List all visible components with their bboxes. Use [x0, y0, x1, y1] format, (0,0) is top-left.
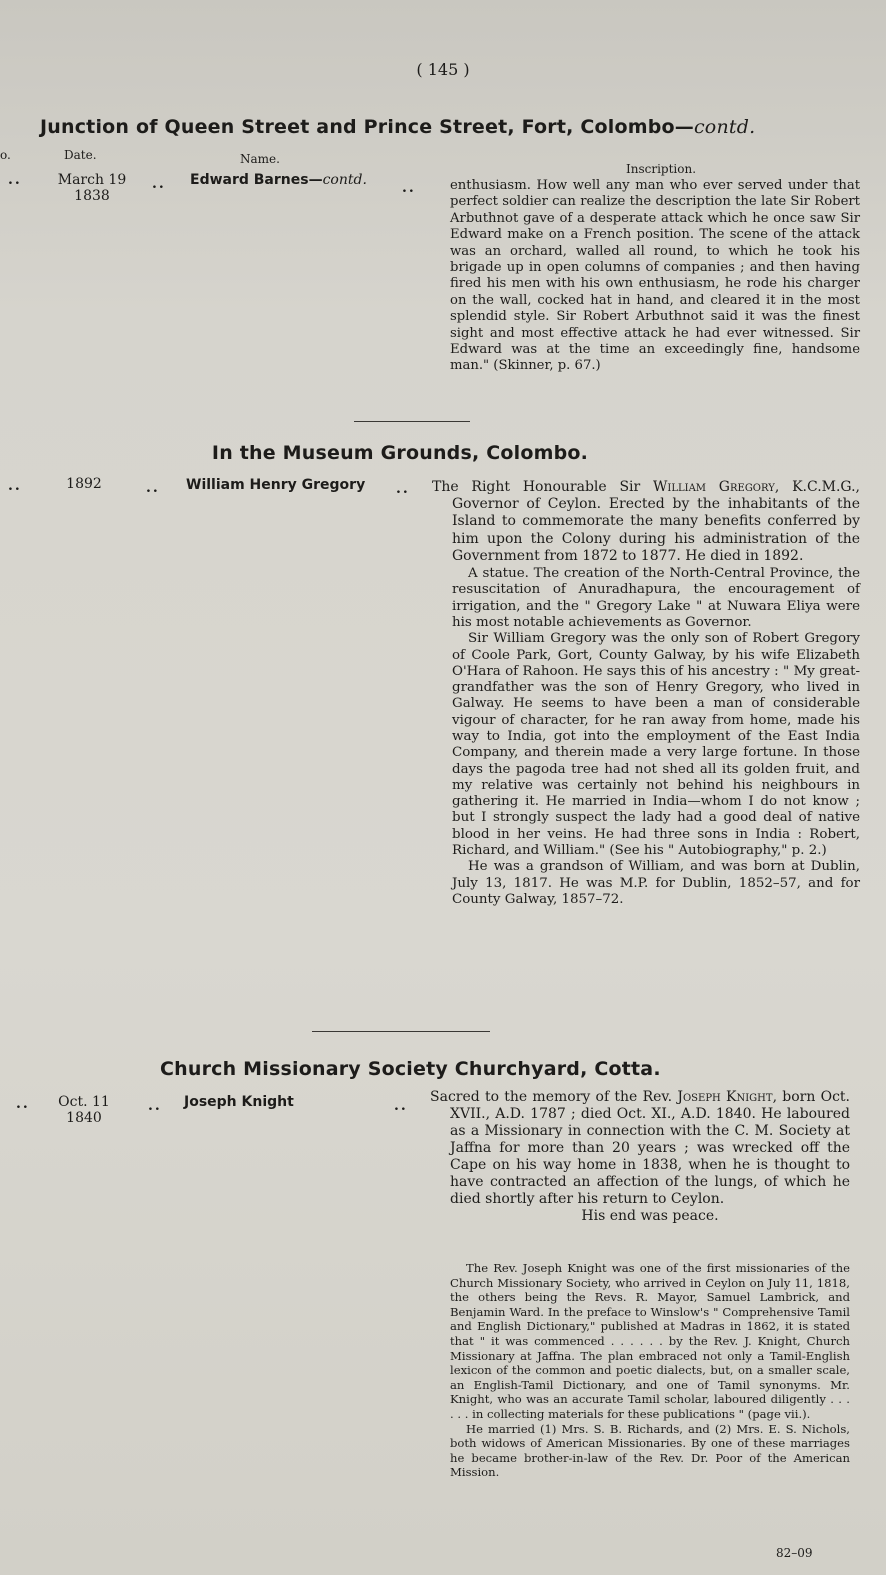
- inscription-text: The Right Honourable Sir: [432, 479, 653, 495]
- column-header-name: Name.: [240, 152, 280, 166]
- leader-dots: ..: [146, 480, 160, 496]
- section-divider: [312, 1031, 490, 1032]
- inscription-block: [430, 1089, 850, 1225]
- inscription-paragraph: [432, 479, 860, 565]
- leader-dots: ..: [8, 478, 22, 494]
- page-number: ( 145 ): [416, 60, 470, 79]
- heading-contd: contd.: [693, 116, 756, 138]
- date-line: Oct. 11: [58, 1094, 110, 1110]
- section-heading-museum: In the Museum Grounds, Colombo.: [211, 442, 589, 464]
- notes: [432, 566, 860, 908]
- inscription-name: Joseph Knight: [677, 1089, 773, 1105]
- inscription-paragraph: [430, 1089, 850, 1208]
- note-paragraph: He married (1) Mrs. S. B. Richards, and (2) Mrs. E. S. Nichols, both widows of American Missionaries. By one of these marriages he became brother-in-law of the Rev. Dr. Poor of the American Mission.: [450, 1421, 850, 1480]
- note-paragraph: A statue. The creation of the North-Central Province, the resuscitation of Anuradhapura, the encouragement of irrigation, and the " Gregory Lake " at Nuwara Eliya were his most notable achievements as Governor.: [452, 566, 860, 630]
- notes: [450, 1261, 850, 1480]
- printer-signature: 82–09: [776, 1546, 813, 1560]
- inscription-text: enthusiasm. How well any man who ever served under that perfect soldier can realize the description the late Sir Robert Arbuthnot gave of a desperate attack which he once saw Sir Edward make on a French position. The scene of the attack was an orchard, walled all round, to which he took his brigade up in open columns of companies ; and then having fired his men with his own enthusiasm, he rode his charger on the wall, cocked hat in hand, and cleared it in the most splendid style. Sir Robert Arbuthnot said it was the finest sight and most effective attack he had ever witnessed. Sir Edward was at the time an exceedingly fine, handsome man." (Skinner, p. 67.): [450, 178, 860, 374]
- leader-dots: ..: [148, 1098, 162, 1114]
- note-paragraph: He was a grandson of William, and was born at Dublin, July 13, 1817. He was M.P. for Dublin, 1852–57, and for County Galway, 1857–72.: [452, 859, 860, 907]
- leader-dots: ..: [16, 1096, 30, 1112]
- name-contd: contd.: [322, 172, 367, 188]
- inscription-closing: His end was peace.: [581, 1208, 719, 1224]
- entry-date: 1892: [66, 476, 102, 492]
- leader-dots: ..: [402, 180, 416, 196]
- leader-dots: ..: [8, 172, 22, 188]
- column-header-inscription: Inscription.: [626, 162, 697, 176]
- section-heading-cotta: Church Missionary Society Churchyard, Cotta.: [160, 1058, 661, 1080]
- date-year: 1840: [66, 1110, 102, 1126]
- inscription-text: Sacred to the memory of the Rev.: [430, 1089, 678, 1105]
- inscription-text: , born Oct. XVII., A.D. 1787 ; died Oct. XI., A.D. 1840. He laboured as a Missionary in connection with the C. M. Society at Jaffna for more than 20 years ; was wrecked off the Cape on his way home in 1838, when he is thought to have contracted an affection of the lungs, of which he died shortly after his return to Ceylon.: [450, 1089, 850, 1207]
- section-divider: [354, 421, 470, 422]
- entry-date: [44, 1094, 124, 1126]
- note-paragraph: The Rev. Joseph Knight was one of the first missionaries of the Church Missionary Society, who arrived in Ceylon on July 11, 1818, the others being the Revs. R. Mayor, Samuel Lambrick, and Benjamin Ward. In the preface to Winslow's " Comprehensive Tamil and English Dictionary," published at Madras in 1862, it is stated that " it was commenced . . . . . . by the Rev. J. Knight, Church Missionary at Jaffna. The plan embraced not only a Tamil-English lexicon of the common and poetic dialects, but, on a smaller scale, an English-Tamil Dictionary, and one of Tamil synonyms. Mr. Knight, who was an accurate Tamil scholar, laboured diligently . . . . . . in collecting materials for these publications " (page vii.).: [450, 1261, 850, 1421]
- inscription-text: , K.C.M.G., Governor of Ceylon. Erected by the inhabitants of the Island to commemorate the many benefits conferred by him upon the Colony during his administration of the Government from 1872 to 1877. He died in 1892.: [452, 479, 861, 564]
- entry-name: [190, 172, 367, 188]
- note-paragraph: Sir William Gregory was the only son of Robert Gregory of Coole Park, Gort, County Galway, by his wife Elizabeth O'Hara of Rahoon. He says this of his ancestry : " My great-grandfather was the son of Henry Gregory, who lived in Galway. He seems to have been a man of considerable vigour of character, for he ran away from home, made his way to India, got into the employment of the East India Company, and therein made a very large fortune. In those days the pagoda tree had not shed all its golden fruit, and my relative was certainly not behind his neighbours in gathering it. He married in India—whom I do not know ; but I strongly suspect the lady had a good deal of native blood in her veins. He had three sons in India : Robert, Richard, and William." (See his " Autobiography," p. 2.): [452, 631, 860, 859]
- date-line: March 19: [57, 172, 127, 188]
- leader-dots: ..: [394, 1098, 408, 1114]
- inscription-name: William Gregory: [653, 479, 775, 495]
- name-text: Edward Barnes—: [190, 172, 323, 188]
- entry-name: Joseph Knight: [184, 1094, 294, 1110]
- leader-dots: ..: [396, 481, 410, 497]
- leader-dots: ..: [152, 176, 166, 192]
- entry-date: [44, 172, 140, 204]
- entry-name: William Henry Gregory: [186, 477, 366, 493]
- column-header-date: Date.: [64, 148, 97, 162]
- column-header-no: o.: [0, 148, 11, 162]
- date-year: 1838: [74, 188, 110, 204]
- inscription-block: [432, 479, 860, 908]
- section-heading-queen-street: [40, 116, 780, 138]
- heading-text: Junction of Queen Street and Prince Street, Fort, Colombo—: [40, 116, 694, 138]
